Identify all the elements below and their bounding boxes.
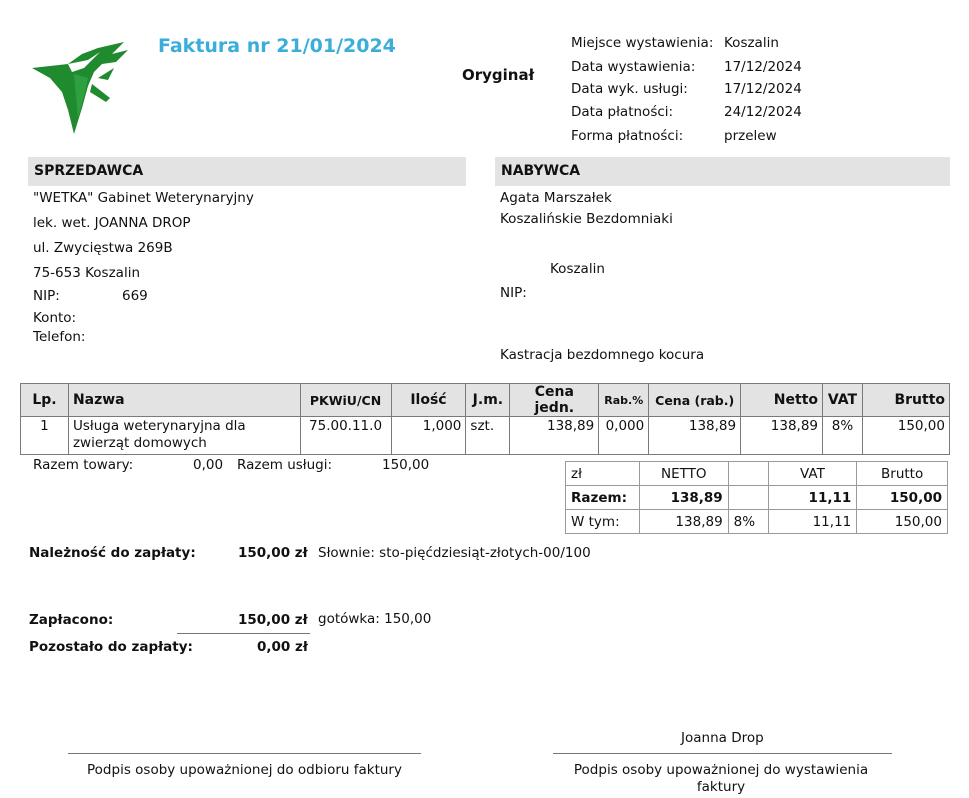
- summary-incl-row: [566, 510, 948, 534]
- summary-incl-rate: 8%: [728, 510, 768, 534]
- col-header-vat: VAT: [823, 384, 863, 417]
- vet-bird-logo-icon: [28, 38, 138, 134]
- col-header-price-disc: Cena (rab.): [649, 384, 741, 417]
- paid-method: gotówka: 150,00: [318, 611, 432, 627]
- cell-vat: 8%: [823, 417, 863, 455]
- seller-name: "WETKA" Gabinet Weterynaryjny: [33, 190, 254, 206]
- summary-incl-label: W tym:: [566, 510, 640, 534]
- cell-pkwiu: 75.00.11.0: [300, 417, 391, 455]
- meta-label-issue-date: Data wystawienia:: [571, 59, 696, 75]
- paid-underline: [177, 633, 310, 634]
- summary-incl-vat: 11,11: [768, 510, 857, 534]
- buyer-heading: NABYWCA: [495, 157, 950, 186]
- paid-label: Zapłacono:: [29, 612, 114, 628]
- meta-value-payment-date: 24/12/2024: [724, 104, 802, 120]
- seller-nip-label: NIP:: [33, 288, 60, 304]
- items-header-row: [21, 384, 950, 417]
- cell-lp: 1: [21, 417, 69, 455]
- paid-value: 150,00 zł: [238, 612, 308, 628]
- amount-in-words: Słownie: sto-pięćdziesiąt-złotych-00/100: [318, 545, 591, 561]
- amount-due-value: 150,00 zł: [238, 545, 308, 561]
- meta-label-place: Miejsce wystawienia:: [571, 35, 714, 51]
- summary-header-net: NETTO: [639, 462, 728, 486]
- cell-gross: 150,00: [863, 417, 950, 455]
- cell-price: 138,89: [510, 417, 599, 455]
- cell-price-disc: 138,89: [649, 417, 741, 455]
- summary-total-vat: 11,11: [768, 486, 857, 510]
- vat-summary-table: [565, 461, 948, 534]
- seller-account-label: Konto:: [33, 310, 77, 326]
- col-header-discount: Rab.%: [599, 384, 649, 417]
- seller-street: ul. Zwycięstwa 269B: [33, 240, 173, 256]
- seller-person: lek. wet. JOANNA DROP: [33, 215, 191, 231]
- summary-currency: zł: [566, 462, 640, 486]
- buyer-nip-label: NIP:: [500, 285, 527, 301]
- issuer-signature-caption: Podpis osoby upoważnionej do wystawienia faktury: [573, 762, 869, 795]
- meta-label-payment-form: Forma płatności:: [571, 128, 684, 144]
- col-header-pkwiu: PKWiU/CN: [300, 384, 391, 417]
- col-header-unit: J.m.: [466, 384, 510, 417]
- summary-header-rate: [728, 462, 768, 486]
- col-header-qty: Ilość: [391, 384, 466, 417]
- amount-due-label: Należność do zapłaty:: [29, 545, 196, 561]
- receiver-signature-caption: Podpis osoby upoważnionej do odbioru faktury: [87, 762, 402, 778]
- meta-value-payment-form: przelew: [724, 128, 777, 144]
- meta-label-payment-date: Data płatności:: [571, 104, 674, 120]
- meta-value-service-date: 17/12/2024: [724, 81, 802, 97]
- cell-name: Usługa weterynaryjna dla zwierząt domowych: [68, 417, 300, 455]
- copy-label: Oryginał: [462, 66, 535, 84]
- meta-label-service-date: Data wyk. usługi:: [571, 81, 688, 97]
- summary-total-gross: 150,00: [857, 486, 948, 510]
- summary-header-row: [566, 462, 948, 486]
- seller-heading: SPRZEDAWCA: [28, 157, 466, 186]
- services-total-label: Razem usługi:: [237, 457, 333, 473]
- col-header-price: Cena jedn.: [510, 384, 599, 417]
- remaining-value: 0,00 zł: [257, 639, 308, 655]
- services-total-value: 150,00: [382, 457, 430, 473]
- summary-header-vat: VAT: [768, 462, 857, 486]
- summary-incl-gross: 150,00: [857, 510, 948, 534]
- issuer-signature-line: [553, 753, 892, 754]
- seller-nip-value: 669: [122, 288, 148, 304]
- meta-value-place: Koszalin: [724, 35, 779, 51]
- buyer-org: Koszalińskie Bezdomniaki: [500, 211, 673, 227]
- items-table: [20, 383, 950, 455]
- summary-total-rate: [728, 486, 768, 510]
- buyer-city: Koszalin: [550, 261, 605, 277]
- goods-total-value: 0,00: [193, 457, 224, 473]
- summary-total-label: Razem:: [566, 486, 640, 510]
- receiver-signature-line: [68, 753, 421, 754]
- goods-total-label: Razem towary:: [33, 457, 134, 473]
- col-header-name: Nazwa: [68, 384, 300, 417]
- cell-qty: 1,000: [391, 417, 466, 455]
- seller-city: 75-653 Koszalin: [33, 265, 140, 281]
- cell-net: 138,89: [741, 417, 823, 455]
- cell-unit: szt.: [466, 417, 510, 455]
- issuer-name: Joanna Drop: [681, 730, 764, 746]
- summary-incl-net: 138,89: [639, 510, 728, 534]
- col-header-lp: Lp.: [21, 384, 69, 417]
- buyer-note: Kastracja bezdomnego kocura: [500, 347, 705, 363]
- remaining-label: Pozostało do zapłaty:: [29, 639, 193, 655]
- cell-discount: 0,000: [599, 417, 649, 455]
- meta-value-issue-date: 17/12/2024: [724, 59, 802, 75]
- col-header-gross: Brutto: [863, 384, 950, 417]
- col-header-net: Netto: [741, 384, 823, 417]
- summary-header-gross: Brutto: [857, 462, 948, 486]
- buyer-name: Agata Marszałek: [500, 190, 612, 206]
- invoice-title: Faktura nr 21/01/2024: [158, 35, 396, 57]
- summary-total-row: [566, 486, 948, 510]
- table-row: [21, 417, 950, 455]
- summary-total-net: 138,89: [639, 486, 728, 510]
- seller-phone-label: Telefon:: [33, 329, 86, 345]
